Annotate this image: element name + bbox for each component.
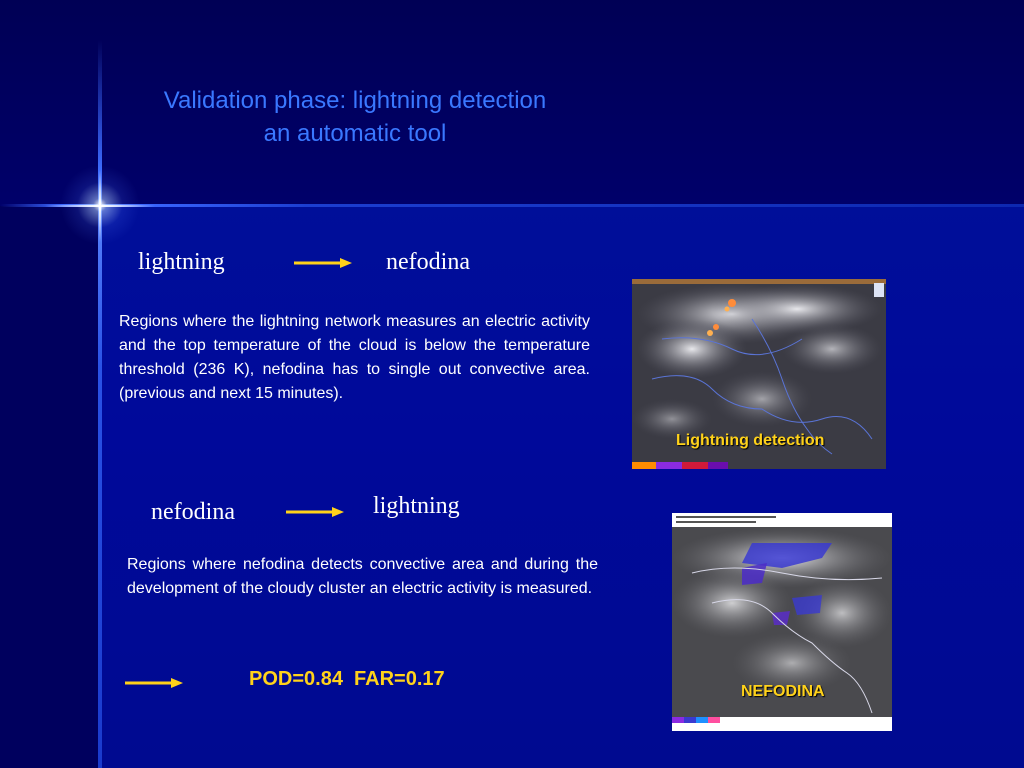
left-band bbox=[0, 206, 100, 768]
pod-far-metrics: POD=0.84 FAR=0.17 bbox=[249, 668, 445, 690]
nefodina-label-2: nefodina bbox=[151, 499, 235, 525]
title-line-2: an automatic tool bbox=[263, 120, 447, 147]
lightning-label-2: lightning bbox=[373, 493, 460, 519]
title-line-1: Validation phase: lightning detection bbox=[163, 87, 547, 114]
arrow-right-icon bbox=[125, 676, 185, 690]
section2-description: Regions where nefodina detects convective area and during the development of the cloudy cluster an electric activity is measured. bbox=[127, 556, 598, 597]
arrow-right-icon bbox=[294, 256, 354, 270]
slide-title bbox=[110, 84, 600, 150]
lightning-detection-caption: Lightning detection bbox=[676, 432, 825, 449]
lightning-label-1: lightning bbox=[138, 249, 225, 275]
arrow-right-icon bbox=[286, 505, 346, 519]
section1-description: Regions where the lightning network measures an electric activity and the top temperature of the cloud is below the temperature threshold (236 K), nefodina has to single out convective area. (previous and next 15 minutes). bbox=[119, 313, 590, 402]
vertical-accent-line bbox=[98, 40, 102, 768]
nefodina-label-1: nefodina bbox=[386, 249, 470, 275]
sparkle-ray-horizontal bbox=[45, 205, 155, 207]
nefodina-caption: NEFODINA bbox=[741, 683, 825, 700]
